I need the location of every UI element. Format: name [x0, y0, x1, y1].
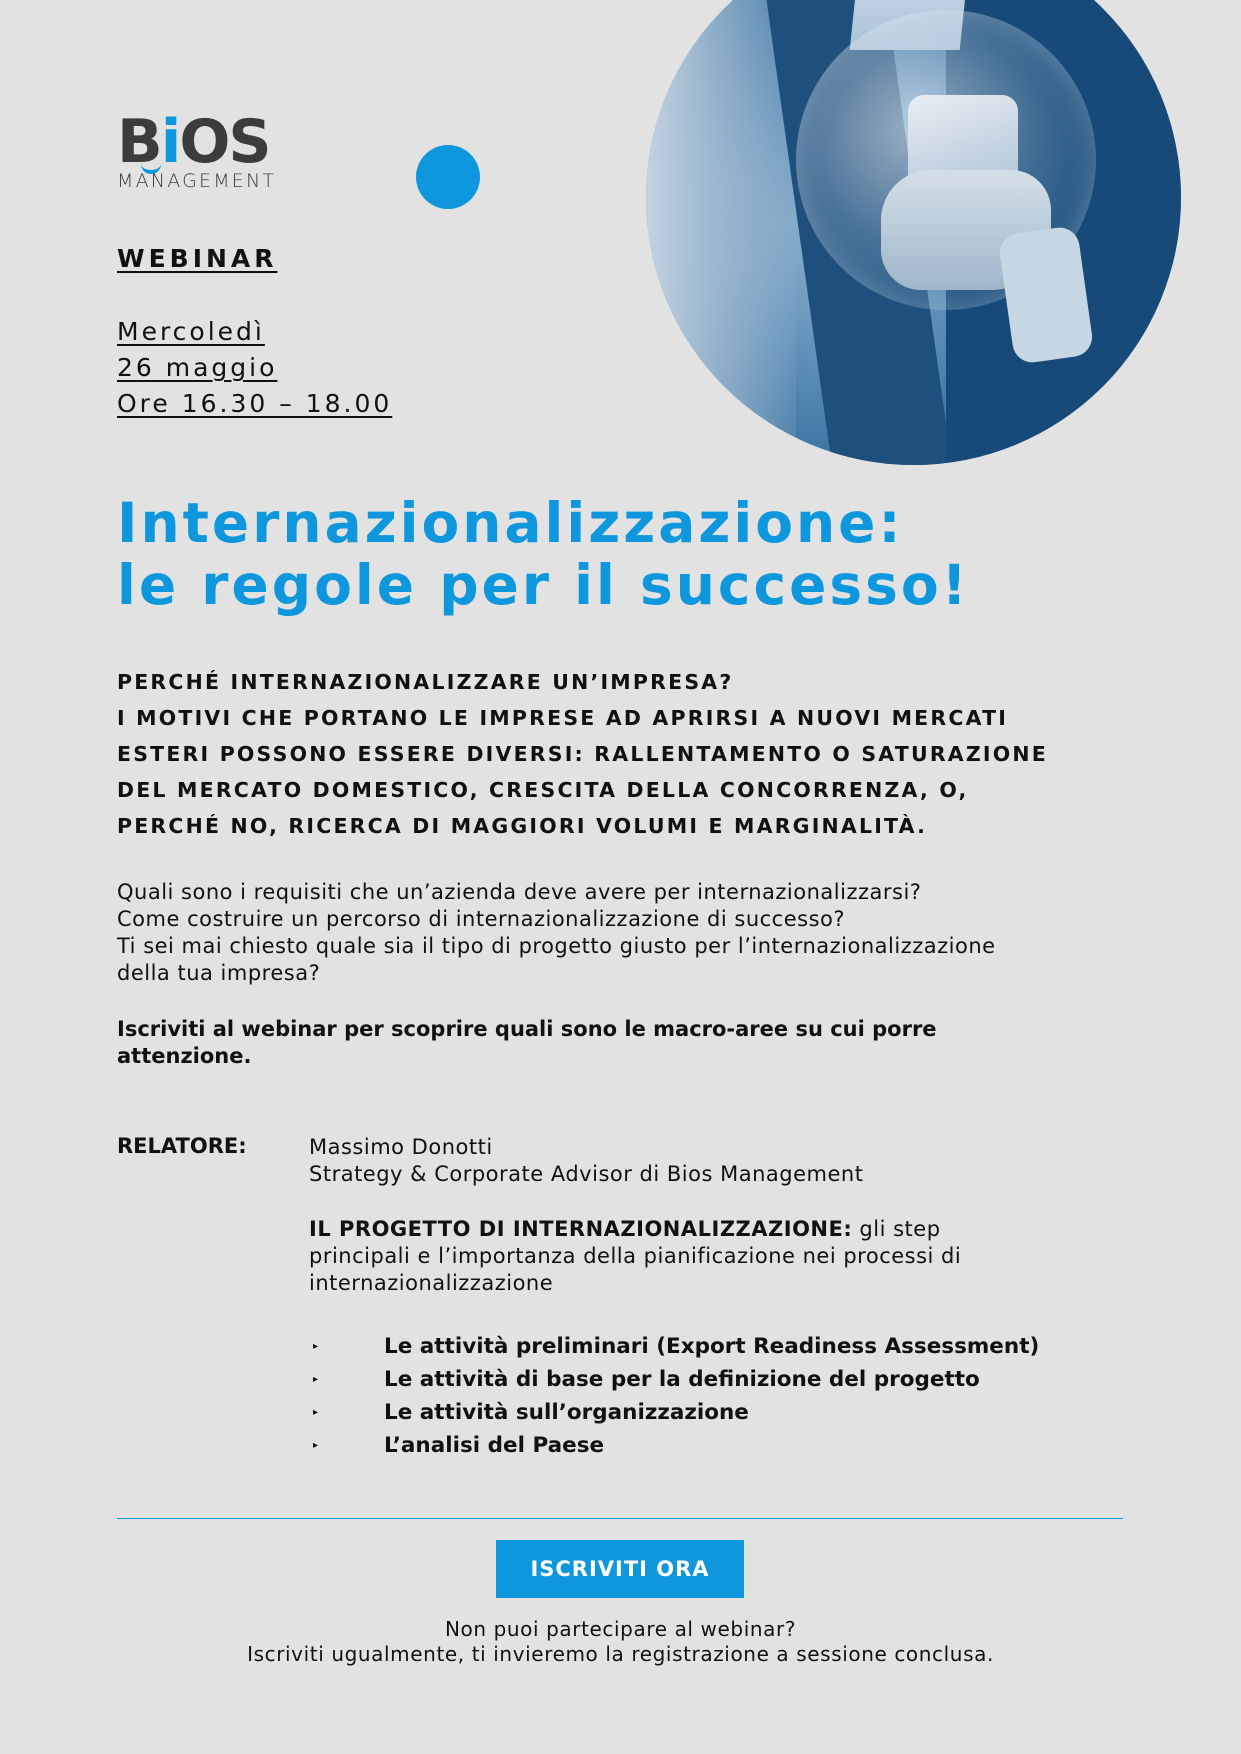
call-to-action-text	[117, 1016, 1137, 1070]
topic-line-1-rest: gli step	[852, 1217, 941, 1241]
title-line-2: le regole per il successo!	[117, 553, 970, 617]
intro-line: ESTERI POSSONO ESSERE DIVERSI: RALLENTAMENTO O SATURAZIONE	[117, 742, 1048, 766]
agenda-list	[309, 1330, 1129, 1462]
footer-note	[0, 1617, 1241, 1667]
bullet-arrow-icon: ▸	[313, 1440, 319, 1451]
event-day: Mercoledì	[117, 317, 265, 346]
logo-letters-os: OS	[179, 107, 270, 177]
topic-line-2: principali e l’importanza della pianificazione nei processi di	[309, 1244, 962, 1268]
intro-paragraph	[117, 664, 1127, 844]
agenda-item	[309, 1363, 1129, 1396]
footer-line-2: Iscriviti ugualmente, ti invieremo la registrazione a sessione conclusa.	[247, 1642, 994, 1666]
cta-line: Iscriviti al webinar per scoprire quali sono le macro-aree su cui porre	[117, 1017, 937, 1041]
decorative-dot-icon	[416, 145, 480, 209]
hero-image	[646, 0, 1181, 465]
event-type: WEBINAR	[117, 244, 278, 273]
agenda-item-label: Le attività preliminari (Export Readiness Assessment)	[384, 1334, 1040, 1359]
question-line: della tua impresa?	[117, 961, 321, 985]
intro-line: DEL MERCATO DOMESTICO, CRESCITA DELLA CONCORRENZA, O,	[117, 778, 969, 802]
agenda-item	[309, 1396, 1129, 1429]
footer-line-1: Non puoi partecipare al webinar?	[444, 1617, 797, 1641]
logo-subtitle: MANAGEMENT	[117, 170, 277, 192]
section-divider	[117, 1518, 1123, 1519]
event-datetime	[117, 314, 392, 422]
title-line-1: Internazionalizzazione:	[117, 491, 904, 555]
speaker-name: Massimo Donotti	[309, 1135, 493, 1159]
subscribe-button[interactable]: ISCRIVITI ORA	[496, 1540, 744, 1598]
bullet-arrow-icon: ▸	[313, 1407, 319, 1418]
agenda-item	[309, 1429, 1129, 1462]
event-date: 26 maggio	[117, 353, 278, 382]
agenda-item-label: L’analisi del Paese	[384, 1433, 605, 1458]
page-title	[117, 492, 970, 616]
speaker-label: RELATORE:	[117, 1134, 247, 1158]
logo-letter-b: B	[117, 107, 161, 177]
hero-background	[646, 0, 796, 465]
question-line: Quali sono i requisiti che un’azienda deve avere per internazionalizzarsi?	[117, 880, 922, 904]
topic-heading: IL PROGETTO DI INTERNAZIONALIZZAZIONE:	[309, 1217, 853, 1241]
intro-line: PERCHÉ NO, RICERCA DI MAGGIORI VOLUMI E MARGINALITÀ.	[117, 814, 928, 838]
question-line: Ti sei mai chiesto quale sia il tipo di progetto giusto per l’internazionalizzazione	[117, 934, 996, 958]
bullet-arrow-icon: ▸	[313, 1341, 319, 1352]
speaker-info	[309, 1134, 1129, 1188]
topic-line-3: internazionalizzazione	[309, 1271, 554, 1295]
topic-description	[309, 1216, 1129, 1297]
logo-letter-i: i	[160, 107, 180, 177]
agenda-item-label: Le attività di base per la definizione del progetto	[384, 1367, 980, 1392]
bios-logo	[117, 107, 307, 192]
speaker-role: Strategy & Corporate Advisor di Bios Management	[309, 1162, 864, 1186]
intro-line: PERCHÉ INTERNAZIONALIZZARE UN’IMPRESA?	[117, 670, 734, 694]
agenda-item-label: Le attività sull’organizzazione	[384, 1400, 749, 1425]
event-time: Ore 16.30 – 18.00	[117, 389, 393, 418]
agenda-item	[309, 1330, 1129, 1363]
question-line: Come costruire un percorso di internazionalizzazione di successo?	[117, 907, 846, 931]
questions-paragraph	[117, 879, 1137, 987]
cta-line: attenzione.	[117, 1044, 252, 1068]
intro-line: I MOTIVI CHE PORTANO LE IMPRESE AD APRIRSI A NUOVI MERCATI	[117, 706, 1009, 730]
logo-wordmark	[117, 107, 307, 177]
bullet-arrow-icon: ▸	[313, 1374, 319, 1385]
